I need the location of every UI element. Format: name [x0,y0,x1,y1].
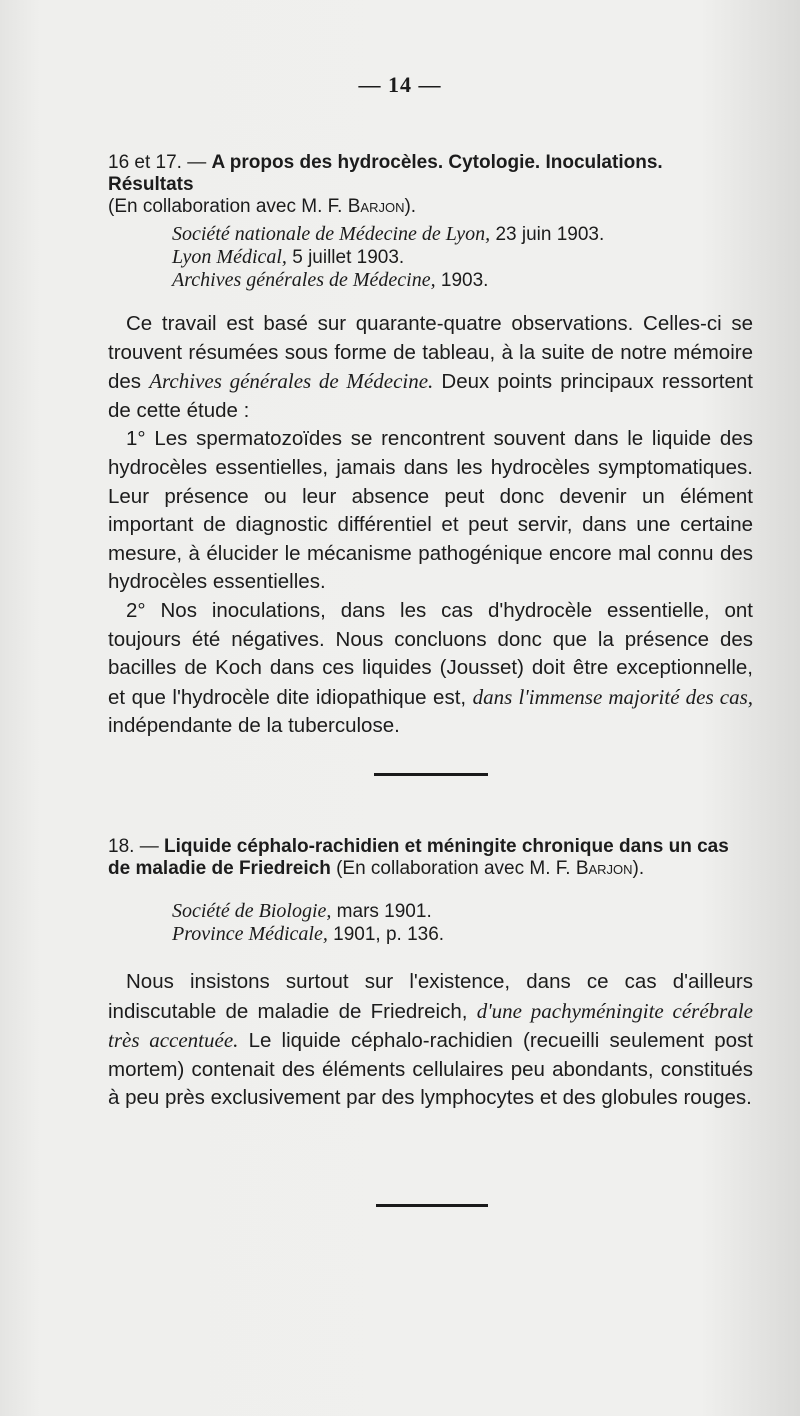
collab-suffix: ). [404,196,417,217]
entry-16-17-body [108,310,753,741]
collab-prefix: (En collaboration avec M. F. [108,196,343,217]
paragraph-point-1: 1° Les spermatozoïdes se rencontrent souvent dans le liquide des hydrocèles essentielles, jamais dans les hydrocèles symptomatiques. Leur présence ou leur absence peut donc devenir un élément important de diagnostic différentiel et peut servir, dans une certaine mesure, à élucider le mécanisme pathogénique encore mal connu des hydrocèles essentielles. [108,427,753,594]
entry-18-references [172,900,732,946]
collab-name: Barjon [347,196,405,217]
reference-line: Province Médicale, 1901, p. 136. [172,923,445,945]
entry-number: 16 et 17. — [108,152,207,173]
entry-16-17-references [172,223,732,292]
end-divider [376,1204,488,1207]
paragraph-point-2: 2° Nos inoculations, dans les cas d'hydrocèle essentielle, ont toujours été négatives. Nous concluons donc que la présence des bacilles de Koch dans ces liquides (Jousset) doit être exceptionnelle, et que l'hydrocèle dite idiopathique est, dans l'immense majorité des cas, indépendante de la tuberculose. [108,598,753,738]
collab-prefix: (En collaboration avec M. F. [330,858,571,879]
entry-16-17-heading [108,152,748,218]
page-number: — 14 — [358,72,442,97]
entry-number: 18. — [108,836,159,857]
reference-line: Lyon Médical, 5 juillet 1903. [172,246,405,268]
collab-name: Barjon [575,858,633,879]
paragraph-intro: Ce travail est basé sur quarante-quatre observations. Celles-ci se trouvent résumées sous forme de tableau, à la suite de notre mémoire des Archives générales de Médecine. Deux points principaux ressortent de cette étude : [108,312,754,422]
entry-18-body: Nous insistons surtout sur l'existence, dans ce cas d'ailleurs indiscutable de maladie de Friedreich, d'une pachyméningite cérébrale très accentuée. Le liquide céphalo-rachidien (recueilli seulement post mortem) contenait des éléments cellulaires peu abondants, constitués à peu près exclusivement par des lymphocytes et des globules rouges. [108,970,753,1110]
reference-line: Archives générales de Médecine, 1903. [172,269,489,291]
reference-line: Société nationale de Médecine de Lyon, 23 juin 1903. [172,223,605,245]
entry-title: Liquide céphalo-rachidien et méningite chronique dans un cas de maladie de Friedreich [108,836,729,879]
entry-title: A propos des hydrocèles. Cytologie. Inoculations. Résultats [108,152,663,195]
collab-suffix: ). [632,858,645,879]
reference-line: Société de Biologie, mars 1901. [172,900,432,922]
section-divider [374,773,488,776]
entry-18-heading [108,836,748,880]
